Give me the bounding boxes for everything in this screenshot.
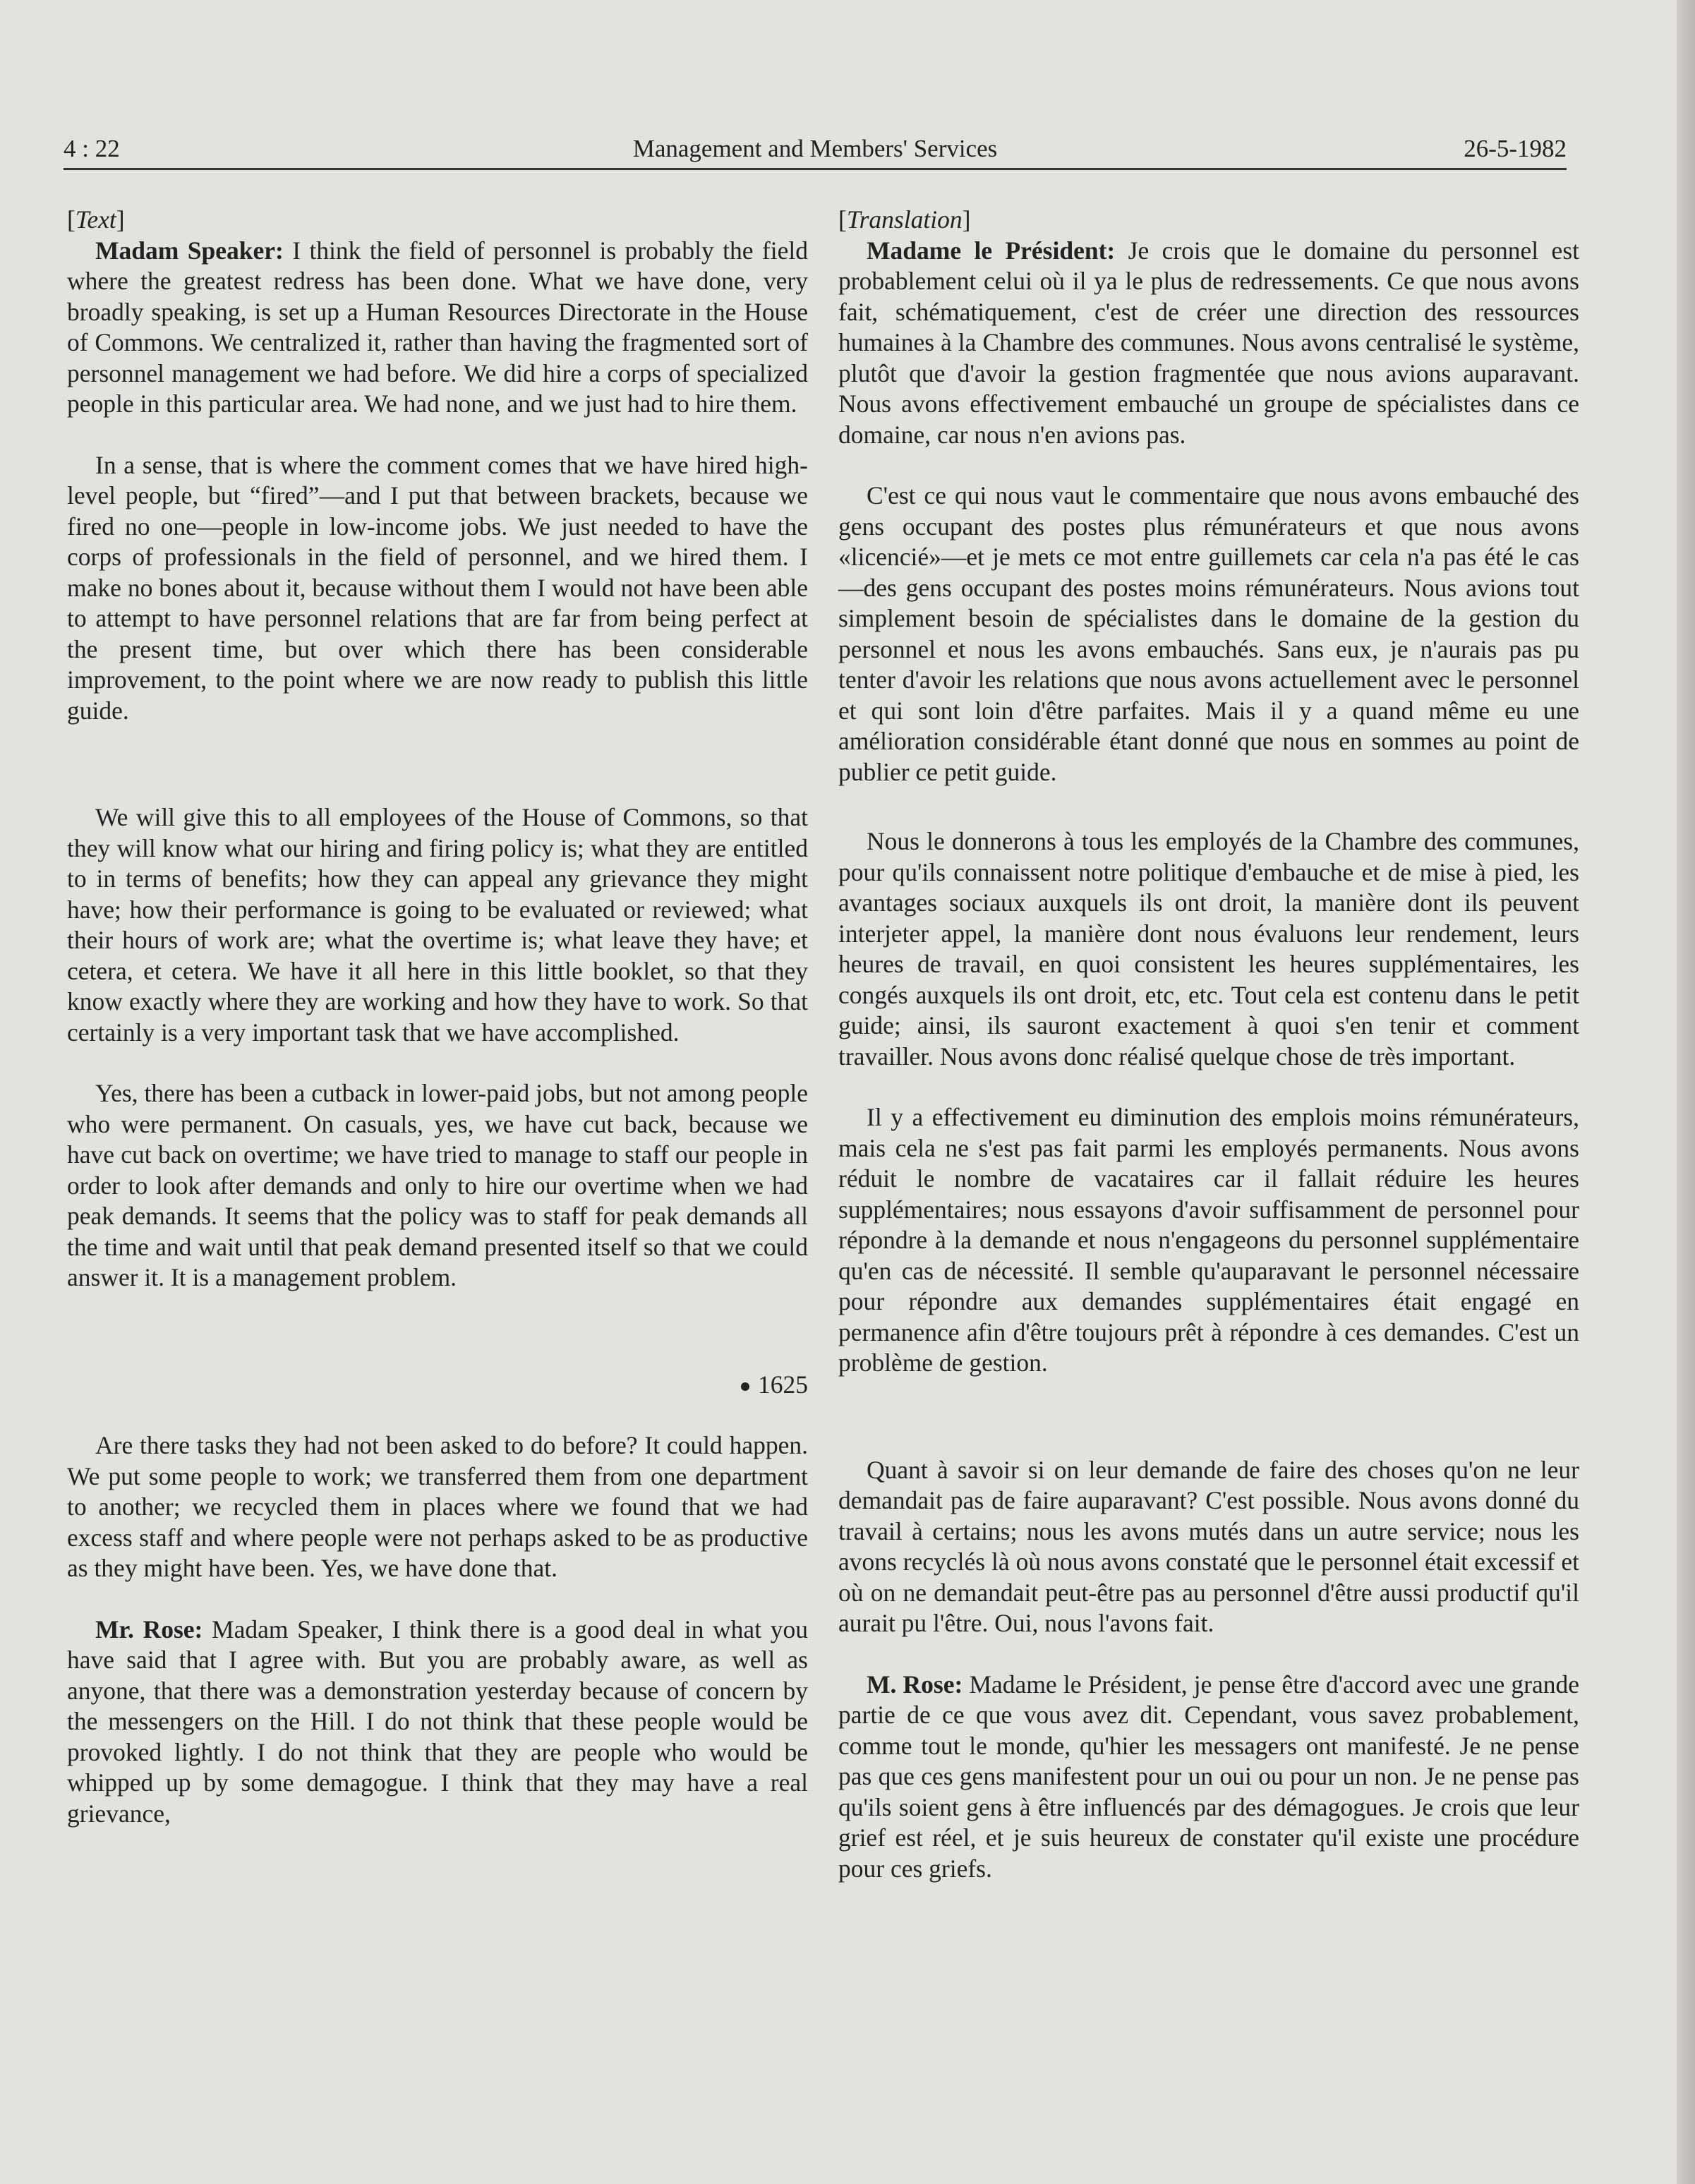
page-folio: 4 : 22 <box>64 135 120 162</box>
paragraph: Mr. Rose: Madam Speaker, I think there is a good deal in what you have said that I agree with. But you are probably aware, as well as anyone, that there was a demonstration yesterday because of concern by the messengers on the Hill. I do not think that these people would be provoked lightly. I do not think that they are people who would be whipped up by some demagogue. I think that they may have a real grievance, <box>67 1615 808 1828</box>
speaker-name: Madame le Président: <box>867 236 1116 265</box>
french-column <box>838 205 1579 1884</box>
running-header <box>64 133 1567 170</box>
section-label-text: [Text] <box>67 205 125 234</box>
paragraph: Quant à savoir si on leur demande de faire des choses qu'on ne leur demandait pas de faire auparavant? C'est possible. Nous avons donné du travail à certains; nous les avons mutés dans un autre service; nous les avons recyclés là où nous avons constaté que le personnel était excessif et où on ne demandait peut-être pas au personnel d'être aussi productif qu'il aurait pu l'être. Oui, nous l'avons fait. <box>838 1455 1579 1637</box>
paragraph: Yes, there has been a cutback in lower-paid jobs, but not among people who were permanent. On casuals, yes, we have cut back, because we have cut back on overtime; we have tried to manage to staff our people in order to look after demands and only to hire our overtime when we had peak demands. It seems that the policy was to staff for peak demands all the time and wait until that peak demand presented itself so that we could answer it. It is a management problem. <box>67 1079 808 1291</box>
header-date: 26-5-1982 <box>1464 135 1567 162</box>
paragraph: M. Rose: Madame le Président, je pense être d'accord avec une grande partie de ce que vous avez dit. Cependant, vous savez probablement, comme tout le monde, qu'hier les messagers ont manifesté. Je ne pense pas que ces gens manifestent pour un oui ou pour un non. Je ne pense pas qu'ils soient gens à être influencés par des démagogues. Je crois que leur grief est réel, et je suis heureux de constater qu'il existe une procédure pour ces griefs. <box>838 1670 1579 1883</box>
paragraph: Il y a effectivement eu diminution des emplois moins rémunérateurs, mais cela ne s'est pas fait parmi les employés permanents. Nous avons réduit le nombre de vacataires car il fallait réduire les heures supplémentaires; nous essayons d'avoir suffisamment de personnel pour répondre à la demande et nous n'engageons du personnel supplémentaire qu'en cas de nécessité. Il semble qu'auparavant le personnel nécessaire pour répondre aux demandes supplémentaires était engagé en permanence afin d'être toujours prêt à répondre à ces demandes. C'est un problème de gestion. <box>838 1103 1579 1377</box>
speaker-name: Mr. Rose: <box>95 1615 203 1643</box>
speaker-name: Madam Speaker: <box>95 236 284 265</box>
paragraph: C'est ce qui nous vaut le commentaire que nous avons embauché des gens occupant des postes plus rémunérateurs et que nous avons «licencié»—et je mets ce mot entre guillemets car cela n'a pas été le cas—des gens occupant des postes moins rémunérateurs. Nous avions tout simplement besoin de spécialistes dans le domaine de la gestion du personnel et nous les avons embauchés. Sans eux, je n'aurais pas pu tenter d'avoir les relations que nous avons actuellement avec le personnel et qui sont loin d'être parfaites. Mais il y a quand même eu une amélioration considérable étant donné que nous en sommes au point de publier ce petit guide. <box>838 481 1579 786</box>
header-title: Management and Members' Services <box>632 135 998 162</box>
time-marker: 1625 <box>67 1370 808 1401</box>
section-label-translation: [Translation] <box>838 205 971 234</box>
paragraph: Nous le donnerons à tous les employés de la Chambre des communes, pour qu'ils connaissent notre politique d'embauche et de mise à pied, les avantages sociaux auxquels ils ont droit, la manière dont ils peuvent interjeter appel, la manière dont nous évaluons leur rendement, leurs heures de travail, en quoi consistent les heures supplémentaires, les congés auxquels ils ont droit, etc, etc. Tout cela est contenu dans le petit guide; ainsi, ils sauront exactement à quoi s'en tenir et comment travailler. Nous avons donc réalisé quelque chose de très important. <box>838 827 1579 1070</box>
speaker-name: M. Rose: <box>867 1670 963 1699</box>
paragraph: In a sense, that is where the comment comes that we have hired high-level people, but “fired”—and I put that between brackets, because we fired no one—people in low-income jobs. We just needed to have the corps of professionals in the field of personnel, and we hired them. I make no bones about it, because without them I would not have been able to attempt to have personnel relations that are far from being perfect at the present time, but over which there has been considerable improvement, to the point where we are now ready to publish this little guide. <box>67 450 808 725</box>
paragraph: Madame le Président: Je crois que le domaine du personnel est probablement celui où il ya le plus de redressements. Ce que nous avons fait, schématiquement, c'est de créer une direction des ressources humaines à la Chambre des communes. Nous avons centralisé le système, plutôt que d'avoir la gestion fragmentée que nous avions auparavant. Nous avons effectivement embauché un groupe de spécialistes dans ce domaine, car nous n'en avions pas. <box>838 236 1579 449</box>
paragraph: We will give this to all employees of the House of Commons, so that they will know what our hiring and firing policy is; what they are entitled to in terms of benefits; how they can appeal any grievance they might have; how their performance is going to be evaluated or reviewed; what their hours of work are; what the overtime is; what leave they have; et cetera, et cetera. We have it all here in this little booklet, so that they know exactly where they are working and how they have to work. So that certainly is a very important task that we have accomplished. <box>67 803 808 1046</box>
paragraph: Are there tasks they had not been asked to do before? It could happen. We put some people to work; we transferred them from one department to another; we recycled them in places where we found that we had excess staff and where people were not perhaps asked to be as productive as they might have been. Yes, we have done that. <box>67 1431 808 1582</box>
english-column <box>67 205 808 1829</box>
bullet-icon <box>741 1382 749 1391</box>
page-edge <box>1677 0 1695 2184</box>
paragraph: Madam Speaker: I think the field of personnel is probably the field where the greatest redress has been done. What we have done, very broadly speaking, is set up a Human Resources Directorate in the House of Commons. We centralized it, rather than having the fragmented sort of personnel management we had before. We did hire a corps of specialized people in this particular area. We had none, and we just had to hire them. <box>67 236 808 418</box>
